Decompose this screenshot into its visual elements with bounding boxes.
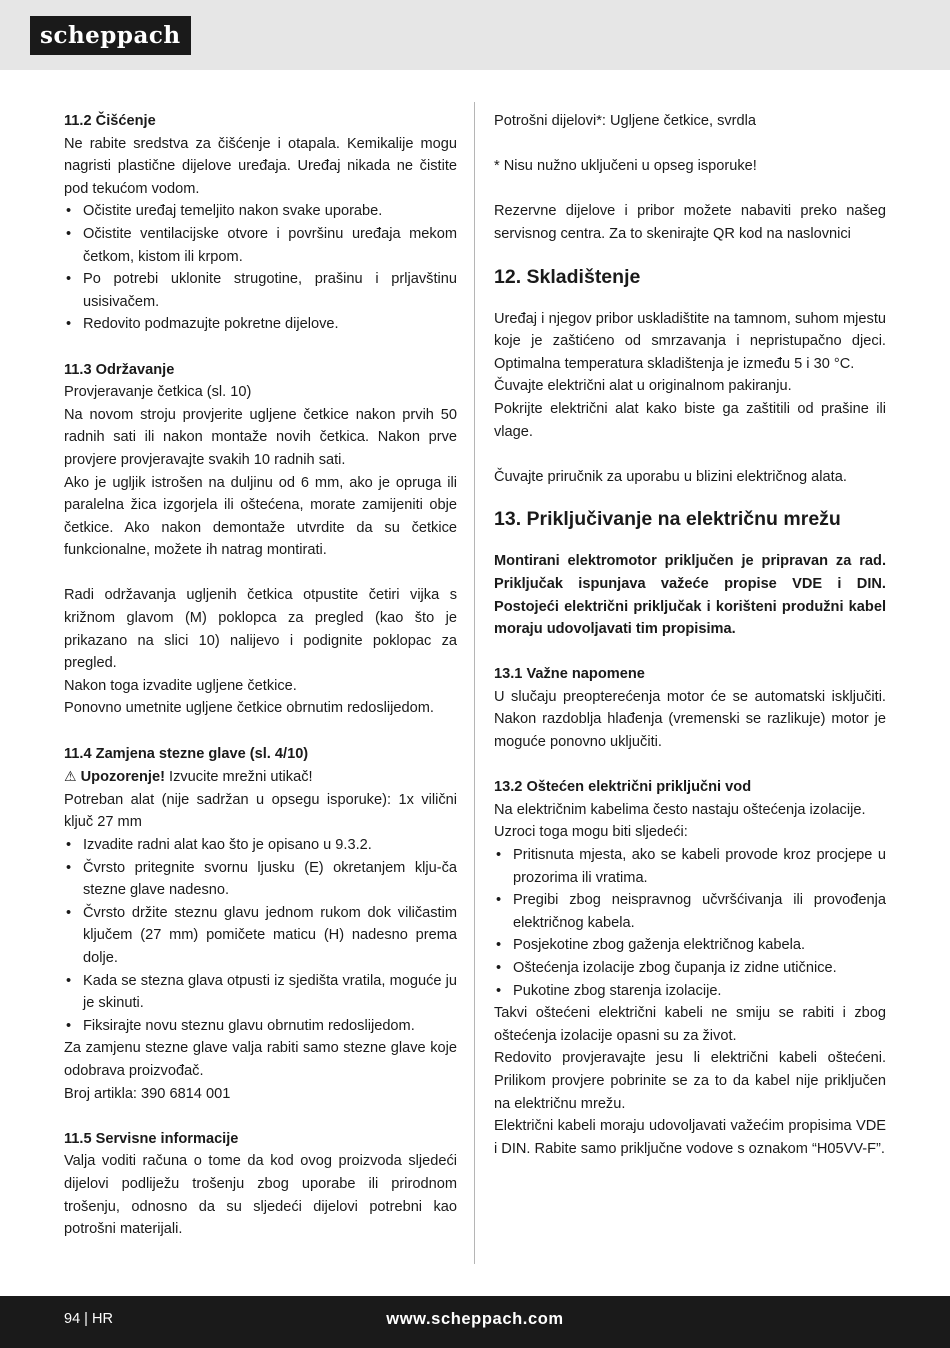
bullet-list	[64, 200, 457, 336]
bullet-list	[64, 834, 457, 1037]
warning-text: Izvucite mrežni utikač!	[169, 769, 313, 786]
bullet-list	[494, 844, 886, 1002]
column-divider	[474, 102, 475, 1264]
list-item: • Čvrsto pritegnite svornu ljusku (E) okretanjem klju-ča stezne glave nadesno.	[64, 857, 457, 902]
page-number: 94	[64, 1311, 81, 1327]
paragraph: Nakon toga izvadite ugljene četkice.	[64, 677, 297, 694]
article-number: Broj artikla: 390 6814 001	[64, 1085, 231, 1102]
consumables-line: Potrošni dijelovi*: Ugljene četkice, svrdla	[494, 113, 756, 129]
paragraph: Pokrijte električni alat kako biste ga zaštitili od prašine ili vlage.	[494, 400, 886, 440]
footnote: * Nisu nužno uključeni u opseg isporuke!	[494, 158, 757, 175]
warning-triangle-icon: ⚠	[64, 768, 77, 785]
section-heading-11-2: 11.2 Čišćenje	[64, 113, 156, 129]
list-item: • Pregibi zbog neispravnog učvršćivanja ili provođenja električnog kabela.	[494, 889, 886, 934]
bold-paragraph: Montirani elektromotor priključen je pripravan za rad. Priključak ispunjava važeće propise VDE i DIN. Postojeći električni priključak i korišteni produžni kabel moraju udovoljavati tim propisima.	[494, 553, 886, 638]
paragraph: Za zamjenu stezne glave valja rabiti samo stezne glave koje odobrava proizvođač.	[64, 1040, 457, 1079]
left-column	[64, 110, 457, 1241]
paragraph: Ne rabite sredstva za čišćenje i otapala. Kemikalije mogu nagristi plastične dijelove uređaja. Uređaj nikada ne čistite pod tekućom vodom.	[64, 135, 457, 197]
list-item: • Po potrebi uklonite strugotine, prašinu i prljavštinu usisivačem.	[64, 268, 457, 313]
paragraph: Redovito provjeravajte jesu li električni kabeli oštećeni. Prilikom provjere pobrinite se za to da kabel nije priključen na električnu mrežu.	[494, 1050, 886, 1112]
website-link[interactable]: www.scheppach.com	[386, 1310, 564, 1328]
list-item: • Izvadite radni alat kao što je opisano u 9.3.2.	[64, 834, 457, 857]
warning-label: Upozorenje!	[80, 769, 165, 786]
paragraph: Provjeravanje četkica (sl. 10)	[64, 384, 252, 401]
paragraph: Radi održavanja ugljenih četkica otpustite četiri vijka s križnom glavom (M) poklopca za pregled (kao što je prikazano na slici 10) nalijevo i podignite poklopac za pregled.	[64, 587, 457, 672]
paragraph: Električni kabeli moraju udovoljavati važećim propisima VDE i DIN. Rabite samo priključne vodove s oznakom “H05VV-F”.	[494, 1118, 886, 1157]
paragraph: Čuvajte priručnik za uporabu u blizini električnog alata.	[494, 468, 847, 485]
paragraph: Rezervne dijelove i pribor možete nabaviti preko našeg servisnog centra. Za to skenirajte QR kod na naslovnici	[494, 203, 886, 242]
section-heading-13: 13. Priključivanje na električnu mrežu	[494, 508, 841, 531]
list-item: • Očistite ventilacijske otvore i površinu uređaja mekom četkom, kistom ili krpom.	[64, 223, 457, 268]
paragraph: Potreban alat (nije sadržan u opsegu isporuke): 1x vilični ključ 27 mm	[64, 791, 457, 831]
section-heading-13-2: 13.2 Oštećen električni priključni vod	[494, 779, 752, 796]
paragraph: Valja voditi računa o tome da kod ovog proizvoda sljedeći dijelovi podliježu trošenju zbog uporabe ili prirodnom trošenju, odnosno da su sljedeći dijelovi potrebni kao potrošni materijali.	[64, 1153, 457, 1238]
paragraph: Uređaj i njegov pribor uskladištite na tamnom, suhom mjestu koje je zaštićeno od smrzavanja i nepristupačno djeci. Optimalna temperatura skladištenja je između 5 i 30 °C.	[494, 310, 886, 372]
header-bar	[0, 0, 950, 70]
list-item: • Kada se stezna glava otpusti iz sjedišta vratila, moguće ju je skinuti.	[64, 970, 457, 1015]
list-item: • Fiksirajte novu steznu glavu obrnutim redoslijedom.	[64, 1015, 457, 1038]
paragraph: Čuvajte električni alat u originalnom pakiranju.	[494, 378, 792, 395]
list-item: • Čvrsto držite steznu glavu jednom rukom dok viličastim ključem (27 mm) pomičete maticu (H) nadesno prema dolje.	[64, 902, 457, 970]
section-heading-13-1: 13.1 Važne napomene	[494, 666, 645, 683]
list-item: • Redovito podmazujte pokretne dijelove.	[64, 313, 457, 336]
paragraph: Uzroci toga mogu biti sljedeći:	[494, 824, 688, 841]
warning-line	[64, 765, 457, 789]
paragraph: Takvi oštećeni električni kabeli ne smiju se rabiti i zbog oštećenja izolacije opasni su za život.	[494, 1005, 886, 1044]
paragraph: Na električnim kabelima često nastaju oštećenja izolacije.	[494, 801, 866, 818]
list-item: • Pritisnuta mjesta, ako se kabeli provode kroz procjepe u prozorima ili vratima.	[494, 844, 886, 889]
section-heading-11-4: 11.4 Zamjena stezne glave (sl. 4/10)	[64, 745, 309, 762]
paragraph: U slučaju preopterećenja motor će se automatski isključiti. Nakon razdoblja hlađenja (vremenski se razlikuje) motor je moguće ponovno uključiti.	[494, 688, 886, 751]
paragraph: Ako je ugljik istrošen na duljinu od 6 mm, ako je opruga ili paralelna žica izgorjela ili oštećena, morate zamijeniti obje četkice. Ako nakon demontaže utvrdite da su četkice funkcionalne, možete ih natrag montirati.	[64, 474, 457, 559]
section-heading-12: 12. Skladištenje	[494, 265, 641, 288]
scheppach-logo: scheppach	[30, 16, 191, 55]
right-column	[494, 110, 886, 1160]
section-heading-11-5: 11.5 Servisne informacije	[64, 1130, 239, 1147]
list-item: • Posjekotine zbog gaženja električnog kabela.	[494, 934, 886, 957]
language-code: HR	[91, 1311, 113, 1327]
footer-bar	[0, 1296, 950, 1348]
list-item: • Pukotine zbog starenja izolacije.	[494, 980, 886, 1003]
paragraph: Ponovno umetnite ugljene četkice obrnutim redoslijedom.	[64, 700, 434, 717]
page-separator: |	[84, 1311, 88, 1327]
list-item: • Oštećenja izolacije zbog čupanja iz zidne utičnice.	[494, 957, 886, 980]
list-item: • Očistite uređaj temeljito nakon svake uporabe.	[64, 200, 457, 223]
paragraph: Na novom stroju provjerite ugljene četkice nakon prvih 50 radnih sati ili nakon montaže novih četkica. Nakon prve provjere provjeravajte svakih 10 radnih sati.	[64, 406, 457, 468]
section-heading-11-3: 11.3 Održavanje	[64, 361, 175, 378]
